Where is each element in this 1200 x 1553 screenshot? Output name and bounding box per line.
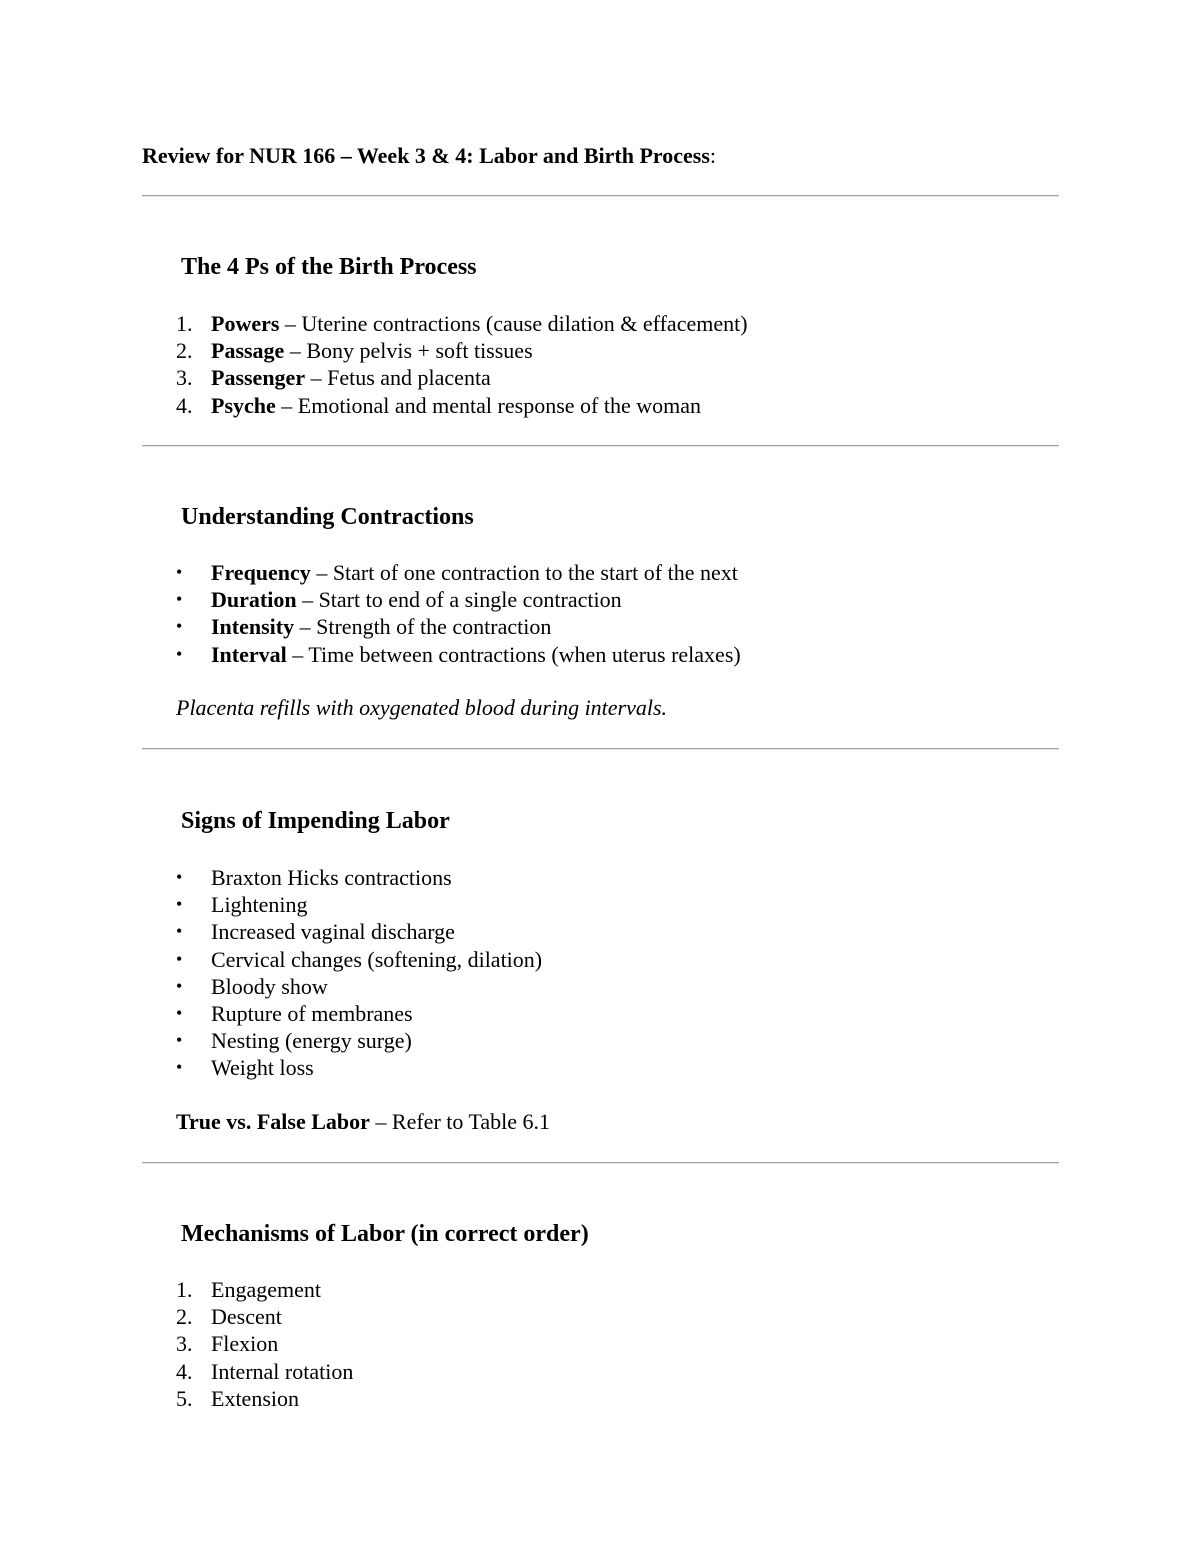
list-item [176,1054,542,1081]
list-number: 5. [176,1385,193,1411]
list-description: Fetus and placenta [327,365,491,391]
list-description: Start to end of a single contraction [318,587,622,613]
list-item [176,1303,353,1330]
list-term: Intensity [211,614,295,640]
contractions-note: Placenta refills with oxygenated blood during intervals. [176,695,668,720]
note-text: – Refer to Table 6.1 [369,1109,551,1134]
section-heading-contractions: Understanding Contractions [181,504,474,530]
list-item [176,946,542,973]
list-text: Flexion [211,1331,279,1357]
mechanisms-list [176,1276,353,1412]
bullet: • [176,643,183,664]
list-separator: – [305,365,328,391]
list-text: Braxton Hicks contractions [211,865,452,890]
list-item [176,918,542,945]
list-number: 1. [176,1277,193,1302]
list-text: Engagement [211,1277,321,1302]
list-item [176,337,748,364]
list-text: Rupture of membranes [211,1000,413,1026]
list-item [176,1385,353,1412]
list-text: Internal rotation [211,1358,354,1384]
list-separator: – [279,311,302,336]
list-text: Descent [211,1304,282,1330]
list-item [176,310,748,337]
bullet: • [176,1002,183,1023]
bullet: • [176,589,183,610]
list-item [176,1027,542,1054]
impending-labor-list [176,864,542,1082]
list-item [176,864,542,891]
list-text: Bloody show [211,973,328,999]
bullet: • [176,894,183,915]
note-term: True vs. False Labor [176,1109,370,1134]
list-term: Duration [211,587,297,613]
list-item [176,1000,542,1027]
list-item [176,1276,353,1303]
list-item [176,559,741,586]
divider [142,195,1059,197]
list-number: 2. [176,338,193,364]
list-term: Frequency [211,560,311,585]
section-heading-impending-labor: Signs of Impending Labor [181,808,450,834]
list-separator: – [286,641,309,667]
four-ps-list [176,310,748,419]
divider [142,445,1059,447]
bullet: • [176,562,183,582]
bullet: • [176,921,183,942]
page-title-text: Review for NUR 166 – Week 3 & 4: Labor and Birth Process [142,143,710,168]
list-number: 2. [176,1304,193,1330]
list-item [176,1330,353,1357]
list-description: Time between contractions (when uterus relaxes) [308,641,741,667]
list-item [176,973,542,1000]
list-term: Powers [211,311,280,336]
list-description: Uterine contractions (cause dilation & effacement) [301,311,748,336]
list-item [176,613,741,640]
list-description: Strength of the contraction [316,614,552,640]
list-separator: – [275,392,298,418]
list-separator: – [284,338,307,364]
list-term: Passage [211,338,285,364]
list-text: Increased vaginal discharge [211,919,455,945]
true-false-labor-note [176,1108,550,1136]
bullet: • [176,867,183,887]
list-item [176,641,741,668]
list-description: Start of one contraction to the start of the next [332,560,738,585]
list-description: Emotional and mental response of the woman [297,392,701,418]
page-title-suffix: : [709,143,717,168]
list-number: 3. [176,365,193,391]
list-term: Interval [211,641,287,667]
list-text: Cervical changes (softening, dilation) [211,946,543,972]
list-number: 4. [176,1358,193,1384]
divider [142,1162,1059,1164]
bullet: • [176,948,183,969]
bullet: • [176,1057,183,1078]
list-text: Weight loss [211,1055,314,1081]
list-term: Psyche [211,392,276,418]
section-heading-mechanisms: Mechanisms of Labor (in correct order) [181,1221,589,1247]
bullet: • [176,1030,183,1051]
section-heading-four-ps: The 4 Ps of the Birth Process [181,254,477,280]
list-text: Lightening [211,892,308,918]
list-text: Extension [211,1385,299,1411]
list-separator: – [296,587,319,613]
bullet: • [176,616,183,637]
list-number: 4. [176,392,193,418]
list-item [176,392,748,419]
list-description: Bony pelvis + soft tissues [306,338,533,364]
divider [142,748,1059,750]
list-item [176,364,748,391]
list-item [176,891,542,918]
bullet: • [176,975,183,996]
list-term: Passenger [211,365,306,391]
page-title [142,142,716,170]
contractions-list [176,559,741,668]
list-number: 3. [176,1331,193,1357]
list-separator: – [294,614,317,640]
list-item [176,1358,353,1385]
list-separator: – [310,560,333,585]
list-text: Nesting (energy surge) [211,1028,412,1054]
list-number: 1. [176,311,193,336]
list-item [176,586,741,613]
